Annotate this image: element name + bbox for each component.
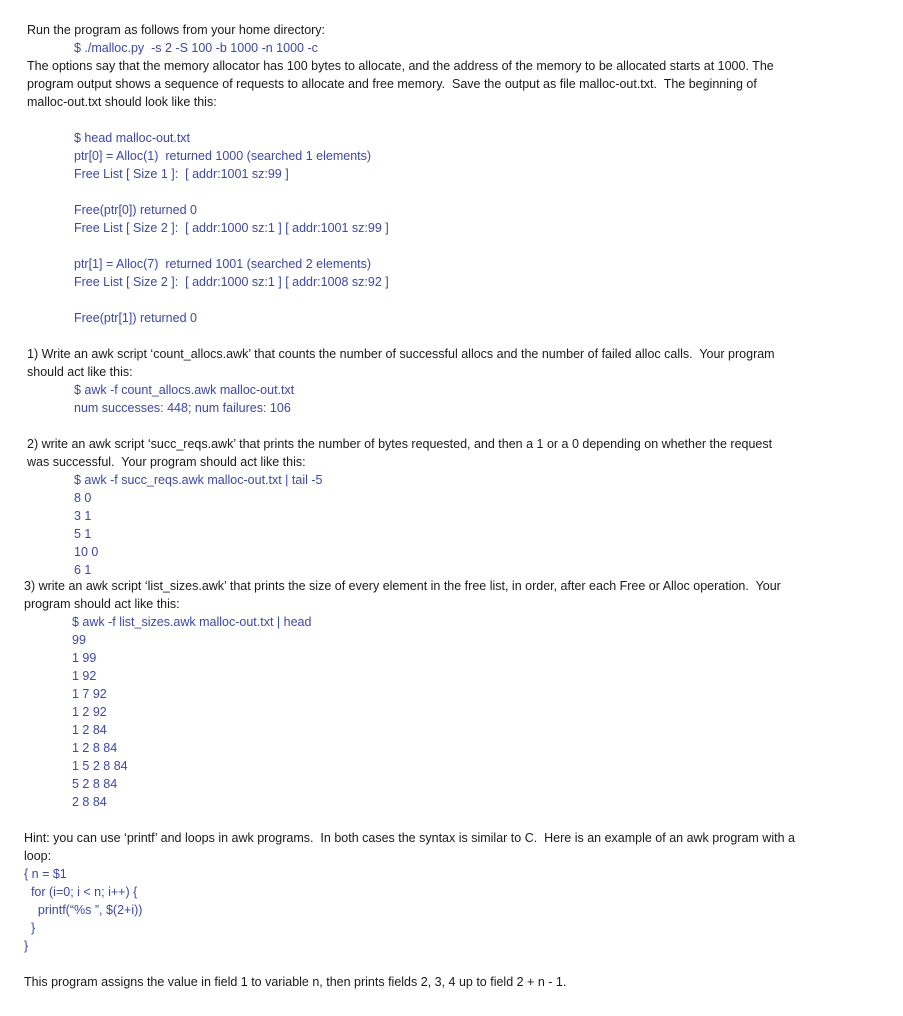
q3-text-line-2: program should act like this: — [24, 597, 180, 611]
q3-output-line: 1 92 — [72, 669, 97, 683]
hint-code-line: { n = $1 — [24, 867, 67, 881]
q3-output-line: 99 — [72, 633, 86, 647]
q3-command: $ awk -f list_sizes.awk malloc-out.txt | head — [72, 615, 312, 629]
q3-output-line: 1 7 92 — [72, 687, 107, 701]
q3-output-line: 2 8 84 — [72, 795, 107, 809]
q2-text-line-2: was successful. Your program should act like this: — [27, 455, 306, 469]
sample-output-line: Free List [ Size 2 ]: [ addr:1000 sz:1 ] [ addr:1001 sz:99 ] — [74, 221, 389, 235]
intro-command: $ ./malloc.py -s 2 -S 100 -b 1000 -n 1000 -c — [74, 41, 318, 55]
sample-output-line: Free(ptr[0]) returned 0 — [74, 203, 197, 217]
intro-instruction: Run the program as follows from your home directory: — [27, 23, 326, 37]
q2-output-line: 5 1 — [74, 527, 92, 541]
q3-output-line: 1 2 8 84 — [72, 741, 118, 755]
q3-output-line: 1 2 92 — [72, 705, 107, 719]
q2-output-line: 3 1 — [74, 509, 92, 523]
q3-output-line: 1 5 2 8 84 — [72, 759, 128, 773]
q1-text-line-1: 1) Write an awk script ‘count_allocs.awk’ that counts the number of successful allocs and the number of failed alloc calls. Your program — [27, 347, 775, 361]
hint-code-line: } — [24, 939, 29, 953]
q1-output: num successes: 448; num failures: 106 — [74, 401, 291, 415]
q2-output-line: 6 1 — [74, 563, 92, 577]
q3-output-line: 5 2 8 84 — [72, 777, 118, 791]
intro-description-line-3: malloc-out.txt should look like this: — [27, 95, 217, 109]
sample-output-line: ptr[0] = Alloc(1) returned 1000 (searched 1 elements) — [74, 149, 372, 163]
q1-text-line-2: should act like this: — [27, 365, 133, 379]
q3-text-line-1: 3) write an awk script ‘list_sizes.awk’ that prints the size of every element in the free list, in order, after each Free or Alloc operation. Your — [24, 579, 781, 593]
q2-output-line: 10 0 — [74, 545, 99, 559]
hint-code-line: } — [24, 921, 36, 935]
q1-command: $ awk -f count_allocs.awk malloc-out.txt — [74, 383, 295, 397]
sample-output-line: Free(ptr[1]) returned 0 — [74, 311, 197, 325]
sample-output-line: Free List [ Size 2 ]: [ addr:1000 sz:1 ] [ addr:1008 sz:92 ] — [74, 275, 389, 289]
hint-text-line-2: loop: — [24, 849, 52, 863]
q3-output-line: 1 99 — [72, 651, 97, 665]
sample-output-line: $ head malloc-out.txt — [74, 131, 191, 145]
hint-code-line: for (i=0; i < n; i++) { — [24, 885, 138, 899]
q3-output-line: 1 2 84 — [72, 723, 107, 737]
q2-text-line-1: 2) write an awk script ‘succ_reqs.awk’ that prints the number of bytes requested, and then a 1 or a 0 depending on whether the request — [27, 437, 773, 451]
sample-output-line: ptr[1] = Alloc(7) returned 1001 (searched 2 elements) — [74, 257, 372, 271]
q2-command: $ awk -f succ_reqs.awk malloc-out.txt | tail -5 — [74, 473, 323, 487]
intro-description-line-2: program output shows a sequence of requests to allocate and free memory. Save the output as file malloc-out.txt. The beginning of — [27, 77, 757, 91]
q2-output-line: 8 0 — [74, 491, 92, 505]
intro-description-line-1: The options say that the memory allocator has 100 bytes to allocate, and the address of the memory to be allocated starts at 1000. The — [27, 59, 774, 73]
sample-output-line: Free List [ Size 1 ]: [ addr:1001 sz:99 ] — [74, 167, 289, 181]
footer-explanation: This program assigns the value in field 1 to variable n, then prints fields 2, 3, 4 up to field 2 + n - 1. — [24, 975, 567, 989]
hint-code-line: printf(“%s ”, $(2+i)) — [24, 903, 143, 917]
hint-text-line-1: Hint: you can use ‘printf’ and loops in awk programs. In both cases the syntax is similar to C. Here is an example of an awk program with a — [24, 831, 795, 845]
